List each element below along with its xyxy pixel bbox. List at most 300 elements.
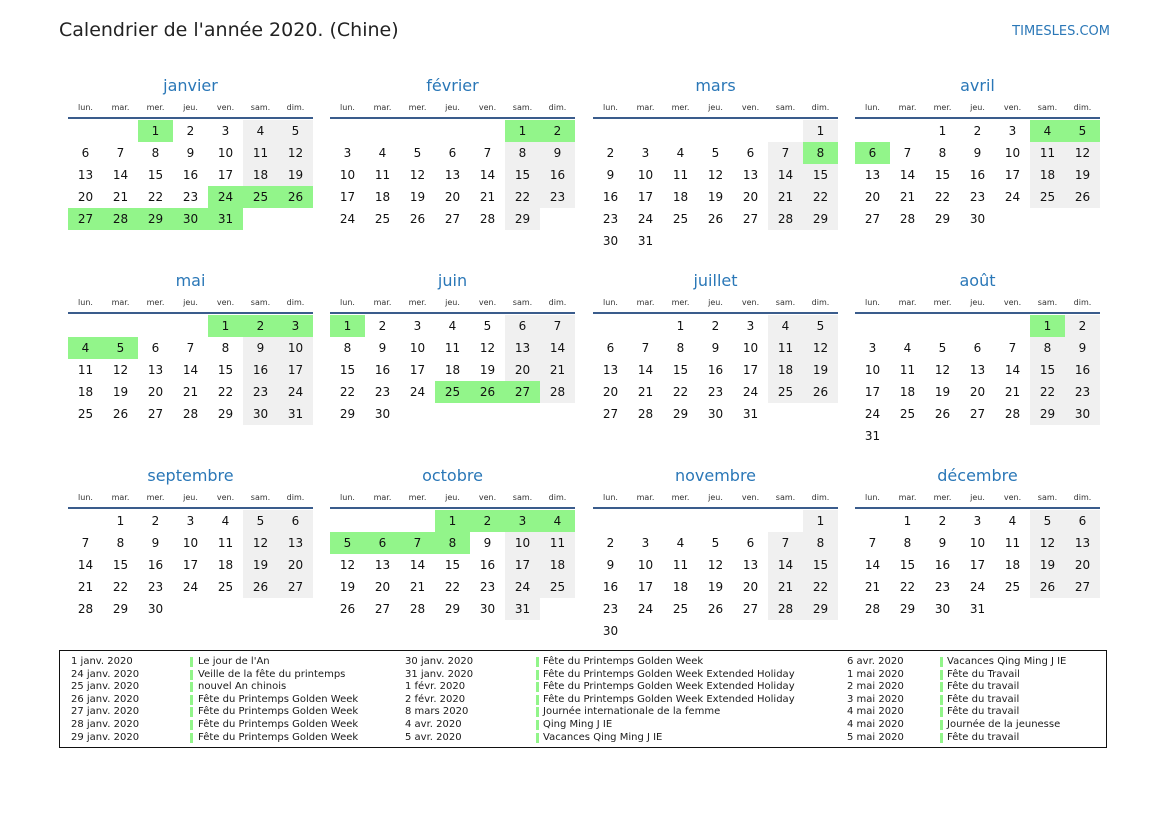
holiday-marker (940, 670, 943, 680)
weekday-label: ven. (1003, 102, 1022, 112)
day-cell: 6 (448, 146, 457, 160)
day-cell: 29 (112, 602, 129, 616)
weekday-label: mar. (373, 492, 392, 502)
day-cell: 22 (147, 190, 164, 204)
day-cell: 21 (637, 385, 654, 399)
weekday-header (330, 97, 575, 119)
holiday-marker (536, 733, 539, 743)
day-grid (593, 315, 838, 425)
weekday-label: ven. (1003, 492, 1022, 502)
day-cell: 19 (707, 190, 724, 204)
day-cell: 11 (1030, 142, 1065, 164)
day-cell: 9 (151, 536, 160, 550)
day-cell: 5 (711, 536, 720, 550)
holiday-date: 29 janv. 2020 (71, 731, 140, 743)
weekday-header (68, 292, 313, 314)
day-cell: 25 (1030, 186, 1065, 208)
weekday-label: jeu. (445, 102, 460, 112)
day-cell: 1 (435, 510, 470, 532)
day-cell: 9 (243, 337, 278, 359)
weekday-label: ven. (216, 102, 235, 112)
holiday-date: 6 avr. 2020 (847, 656, 904, 667)
day-cell: 24 (864, 407, 881, 421)
day-cell: 5 (278, 120, 313, 142)
holiday-marker (536, 670, 539, 680)
weekday-label: mer. (146, 492, 165, 502)
day-cell: 6 (81, 146, 90, 160)
day-grid (855, 315, 1100, 447)
day-cell: 24 (637, 602, 654, 616)
weekday-label: mer. (408, 297, 427, 307)
day-cell: 22 (1030, 381, 1065, 403)
month-10 (330, 462, 575, 620)
weekday-label: mer. (408, 492, 427, 502)
day-cell: 13 (742, 168, 759, 182)
day-cell: 7 (768, 532, 803, 554)
day-cell: 16 (1065, 359, 1100, 381)
day-cell: 15 (899, 558, 916, 572)
day-cell: 28 (77, 602, 94, 616)
month-name: janvier (163, 76, 218, 95)
day-cell: 21 (182, 385, 199, 399)
weekday-label: ven. (478, 102, 497, 112)
day-cell: 13 (374, 558, 391, 572)
day-cell: 16 (707, 363, 724, 377)
day-cell: 31 (742, 407, 759, 421)
holiday-date: 31 janv. 2020 (405, 668, 474, 680)
day-cell: 27 (505, 381, 540, 403)
day-cell: 17 (505, 554, 540, 576)
day-cell: 8 (803, 532, 838, 554)
day-cell: 18 (672, 190, 689, 204)
day-cell: 16 (147, 558, 164, 572)
day-cell: 7 (868, 536, 877, 550)
day-cell: 10 (182, 536, 199, 550)
holiday-marker (536, 720, 539, 730)
holiday-marker (190, 682, 193, 692)
day-cell: 25 (77, 407, 94, 421)
day-cell: 12 (339, 558, 356, 572)
day-cell: 4 (378, 146, 387, 160)
day-cell: 16 (374, 363, 391, 377)
day-cell: 26 (1065, 186, 1100, 208)
weekday-header (855, 487, 1100, 509)
day-cell: 27 (969, 407, 986, 421)
day-cell: 27 (68, 208, 103, 230)
weekday-header (593, 97, 838, 119)
day-cell: 8 (151, 146, 160, 160)
day-cell: 20 (1065, 554, 1100, 576)
month-name: février (426, 76, 479, 95)
weekday-label: sam. (1037, 102, 1058, 112)
weekday-label: jeu. (183, 492, 198, 502)
day-cell: 2 (540, 120, 575, 142)
day-cell: 19 (278, 164, 313, 186)
month-8 (855, 267, 1100, 447)
day-cell: 19 (803, 359, 838, 381)
weekday-label: mer. (933, 102, 952, 112)
weekday-label: lun. (340, 492, 355, 502)
day-cell: 23 (182, 190, 199, 204)
day-cell: 24 (182, 580, 199, 594)
day-cell: 20 (602, 385, 619, 399)
weekday-label: ven. (478, 492, 497, 502)
holiday-marker (190, 733, 193, 743)
day-cell: 8 (938, 146, 947, 160)
day-cell: 6 (151, 341, 160, 355)
day-cell: 11 (374, 168, 391, 182)
day-cell: 15 (444, 558, 461, 572)
weekday-label: sam. (512, 102, 533, 112)
weekday-label: sam. (775, 102, 796, 112)
weekday-label: ven. (216, 492, 235, 502)
day-cell: 29 (505, 208, 540, 230)
weekday-label: lun. (340, 102, 355, 112)
weekday-label: lun. (603, 492, 618, 502)
holiday-date: 1 janv. 2020 (71, 656, 133, 667)
month-12 (855, 462, 1100, 620)
day-cell: 2 (606, 536, 615, 550)
day-cell: 11 (672, 168, 689, 182)
weekday-header (330, 487, 575, 509)
day-cell: 19 (1065, 164, 1100, 186)
day-cell: 20 (147, 385, 164, 399)
weekday-label: mar. (111, 297, 130, 307)
day-cell: 22 (672, 385, 689, 399)
day-cell: 12 (1030, 532, 1065, 554)
weekday-label: lun. (603, 297, 618, 307)
day-cell: 8 (1030, 337, 1065, 359)
day-cell: 13 (864, 168, 881, 182)
day-cell: 9 (483, 536, 492, 550)
weekday-label: dim. (811, 102, 830, 112)
day-cell: 25 (899, 407, 916, 421)
site-link[interactable]: TIMESLES.COM (1012, 24, 1110, 39)
holiday-marker (536, 682, 539, 692)
day-cell: 10 (278, 337, 313, 359)
day-cell: 24 (505, 576, 540, 598)
day-cell: 1 (505, 120, 540, 142)
day-cell: 29 (803, 598, 838, 620)
weekday-label: mer. (146, 102, 165, 112)
day-cell: 20 (444, 190, 461, 204)
day-cell: 26 (934, 407, 951, 421)
day-grid (68, 120, 313, 230)
day-cell: 24 (637, 212, 654, 226)
day-grid (855, 510, 1100, 620)
day-cell: 29 (217, 407, 234, 421)
day-cell: 15 (147, 168, 164, 182)
day-cell: 26 (243, 576, 278, 598)
day-cell: 3 (221, 124, 230, 138)
day-cell: 17 (969, 558, 986, 572)
day-cell: 5 (938, 341, 947, 355)
day-cell: 3 (641, 146, 650, 160)
day-cell: 26 (1030, 576, 1065, 598)
holiday-marker (190, 695, 193, 705)
day-cell: 5 (711, 146, 720, 160)
day-cell: 21 (864, 580, 881, 594)
day-cell: 12 (707, 168, 724, 182)
holiday-name: Fête du Printemps Golden Week (198, 718, 359, 730)
day-cell: 2 (378, 319, 387, 333)
weekday-label: mar. (111, 492, 130, 502)
day-cell: 23 (540, 186, 575, 208)
weekday-label: jeu. (183, 297, 198, 307)
day-cell: 30 (374, 407, 391, 421)
day-cell: 26 (707, 602, 724, 616)
day-cell: 8 (903, 536, 912, 550)
month-6 (330, 267, 575, 425)
day-cell: 22 (803, 576, 838, 598)
day-cell: 27 (742, 212, 759, 226)
day-cell: 15 (803, 164, 838, 186)
day-cell: 14 (409, 558, 426, 572)
day-cell: 11 (672, 558, 689, 572)
day-cell: 23 (147, 580, 164, 594)
holiday-name: Fête du Printemps Golden Week Extended Holiday (543, 693, 795, 705)
day-cell: 18 (77, 385, 94, 399)
day-cell: 10 (864, 363, 881, 377)
day-cell: 20 (742, 580, 759, 594)
day-cell: 12 (479, 341, 496, 355)
day-cell: 30 (147, 602, 164, 616)
weekday-header (855, 97, 1100, 119)
holiday-name: nouvel An chinois (198, 681, 287, 693)
day-cell: 1 (138, 120, 173, 142)
day-cell: 4 (1008, 514, 1017, 528)
day-cell: 29 (339, 407, 356, 421)
day-cell: 29 (672, 407, 689, 421)
day-cell: 18 (540, 554, 575, 576)
day-cell: 16 (182, 168, 199, 182)
day-cell: 9 (606, 558, 615, 572)
day-cell: 19 (479, 363, 496, 377)
day-cell: 27 (602, 407, 619, 421)
weekday-label: mar. (898, 297, 917, 307)
day-cell: 4 (903, 341, 912, 355)
day-cell: 30 (934, 602, 951, 616)
day-cell: 24 (409, 385, 426, 399)
day-cell: 31 (864, 429, 881, 443)
weekday-label: mar. (636, 102, 655, 112)
day-cell: 14 (112, 168, 129, 182)
month-name: avril (960, 76, 995, 95)
holiday-name: Fête du travail (947, 681, 1020, 693)
weekday-header (330, 292, 575, 314)
weekday-label: sam. (512, 492, 533, 502)
month-name: octobre (422, 466, 483, 485)
holiday-marker (940, 682, 943, 692)
day-cell: 18 (374, 190, 391, 204)
holiday-name: Vacances Qing Ming J IE (947, 656, 1067, 667)
day-cell: 30 (243, 403, 278, 425)
month-11 (593, 462, 838, 642)
weekday-label: jeu. (970, 102, 985, 112)
day-cell: 4 (540, 510, 575, 532)
holiday-marker (940, 707, 943, 717)
weekday-label: ven. (741, 297, 760, 307)
day-cell: 18 (217, 558, 234, 572)
day-cell: 22 (899, 580, 916, 594)
day-cell: 6 (855, 142, 890, 164)
day-cell: 11 (444, 341, 461, 355)
day-cell: 13 (444, 168, 461, 182)
day-cell: 5 (243, 510, 278, 532)
day-cell: 27 (1065, 576, 1100, 598)
day-cell: 2 (938, 514, 947, 528)
holiday-name: Veille de la fête du printemps (198, 668, 346, 680)
weekday-label: mer. (671, 492, 690, 502)
holiday-marker (940, 720, 943, 730)
day-cell: 14 (768, 164, 803, 186)
day-cell: 20 (969, 385, 986, 399)
holiday-date: 1 mai 2020 (847, 668, 904, 680)
day-cell: 29 (444, 602, 461, 616)
day-cell: 22 (934, 190, 951, 204)
weekday-label: sam. (775, 492, 796, 502)
day-cell: 4 (768, 315, 803, 337)
day-cell: 23 (934, 580, 951, 594)
holiday-date: 25 janv. 2020 (71, 681, 140, 693)
day-cell: 23 (707, 385, 724, 399)
day-cell: 17 (864, 385, 881, 399)
day-cell: 4 (243, 120, 278, 142)
day-cell: 18 (1030, 164, 1065, 186)
day-cell: 27 (742, 602, 759, 616)
day-cell: 17 (409, 363, 426, 377)
day-cell: 1 (803, 510, 838, 532)
day-cell: 29 (934, 212, 951, 226)
day-grid (593, 510, 838, 642)
day-cell: 7 (768, 142, 803, 164)
weekday-label: mer. (933, 492, 952, 502)
weekday-label: mar. (373, 297, 392, 307)
day-cell: 3 (641, 536, 650, 550)
day-cell: 31 (637, 234, 654, 248)
weekday-label: mar. (898, 492, 917, 502)
day-cell: 21 (479, 190, 496, 204)
day-cell: 23 (1065, 381, 1100, 403)
holiday-marker (190, 657, 193, 667)
weekday-label: mer. (671, 297, 690, 307)
day-cell: 4 (68, 337, 103, 359)
day-cell: 21 (768, 186, 803, 208)
weekday-label: mar. (898, 102, 917, 112)
day-cell: 26 (803, 381, 838, 403)
day-cell: 27 (444, 212, 461, 226)
day-cell: 2 (151, 514, 160, 528)
day-cell: 24 (742, 385, 759, 399)
month-5 (68, 267, 313, 425)
holiday-name: Fête du Printemps Golden Week (543, 656, 704, 667)
day-cell: 25 (768, 381, 803, 403)
day-cell: 5 (1030, 510, 1065, 532)
holiday-marker (536, 707, 539, 717)
day-cell: 1 (208, 315, 243, 337)
weekday-header (593, 487, 838, 509)
day-cell: 7 (400, 532, 435, 554)
day-cell: 14 (479, 168, 496, 182)
day-cell: 30 (1065, 403, 1100, 425)
month-7 (593, 267, 838, 425)
day-cell: 30 (969, 212, 986, 226)
day-grid (855, 120, 1100, 230)
day-cell: 7 (483, 146, 492, 160)
weekday-label: dim. (1073, 492, 1092, 502)
day-cell: 16 (540, 164, 575, 186)
day-cell: 4 (676, 536, 685, 550)
day-cell: 20 (505, 359, 540, 381)
day-cell: 13 (147, 363, 164, 377)
holiday-date: 4 mai 2020 (847, 718, 904, 730)
month-name: septembre (147, 466, 234, 485)
day-cell: 14 (768, 554, 803, 576)
weekday-label: dim. (286, 297, 305, 307)
day-cell: 5 (330, 532, 365, 554)
weekday-label: ven. (1003, 297, 1022, 307)
day-cell: 9 (606, 168, 615, 182)
day-cell: 12 (409, 168, 426, 182)
day-cell: 3 (278, 315, 313, 337)
day-cell: 2 (711, 319, 720, 333)
day-cell: 12 (243, 532, 278, 554)
weekday-label: ven. (741, 492, 760, 502)
day-cell: 28 (899, 212, 916, 226)
day-cell: 7 (116, 146, 125, 160)
day-cell: 1 (1030, 315, 1065, 337)
day-cell: 28 (768, 598, 803, 620)
month-name: mai (175, 271, 206, 290)
month-name: août (959, 271, 996, 290)
day-cell: 3 (343, 146, 352, 160)
day-cell: 22 (803, 186, 838, 208)
weekday-label: lun. (603, 102, 618, 112)
day-cell: 6 (606, 341, 615, 355)
day-cell: 4 (676, 146, 685, 160)
weekday-label: dim. (811, 492, 830, 502)
day-cell: 30 (602, 624, 619, 638)
holiday-date: 30 janv. 2020 (405, 656, 474, 667)
weekday-header (68, 487, 313, 509)
day-cell: 1 (903, 514, 912, 528)
weekday-label: sam. (512, 297, 533, 307)
holiday-name: Fête du travail (947, 731, 1020, 743)
day-cell: 5 (413, 146, 422, 160)
day-cell: 25 (243, 186, 278, 208)
weekday-label: dim. (1073, 102, 1092, 112)
day-cell: 6 (278, 510, 313, 532)
day-cell: 3 (746, 319, 755, 333)
holiday-date: 1 févr. 2020 (405, 681, 466, 693)
holiday-date: 4 mai 2020 (847, 706, 904, 718)
day-cell: 12 (803, 337, 838, 359)
weekday-label: mer. (933, 297, 952, 307)
holiday-marker (190, 720, 193, 730)
holiday-date: 5 mai 2020 (847, 731, 904, 743)
day-cell: 20 (77, 190, 94, 204)
month-3 (593, 72, 838, 252)
weekday-label: mar. (373, 102, 392, 112)
day-cell: 5 (483, 319, 492, 333)
day-cell: 12 (112, 363, 129, 377)
day-cell: 17 (339, 190, 356, 204)
day-cell: 22 (505, 186, 540, 208)
weekday-header (593, 292, 838, 314)
day-cell: 16 (969, 168, 986, 182)
day-cell: 8 (435, 532, 470, 554)
weekday-label: ven. (741, 102, 760, 112)
